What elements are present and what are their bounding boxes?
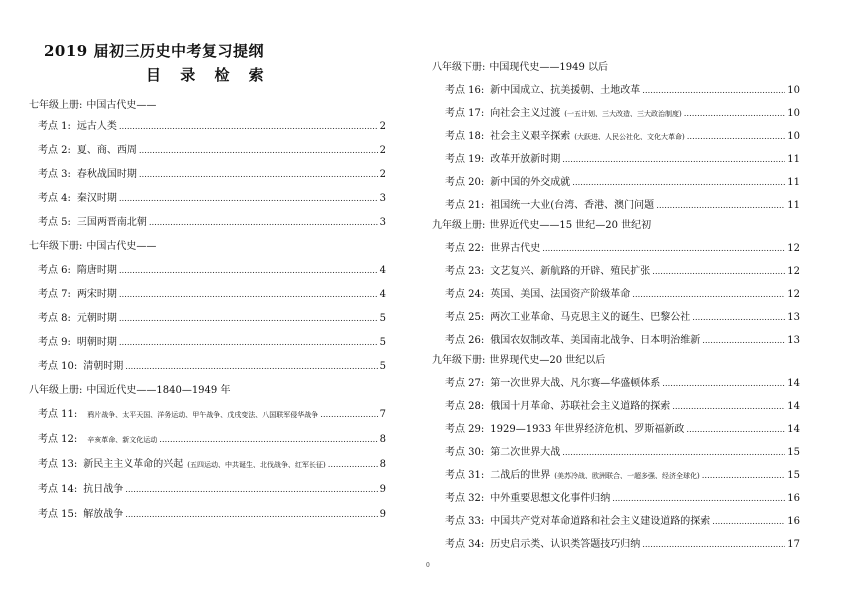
entry-topic: 俄国农奴制改革、美国南北战争、日本明治维新 — [490, 335, 701, 346]
entry-key: 考点 26: — [445, 335, 485, 346]
section-title: 中国近代史——1840—1949 年 — [86, 385, 231, 396]
dot-leader — [712, 516, 785, 527]
entry-page: 9 — [379, 484, 386, 495]
entry-page: 14 — [787, 401, 800, 412]
entry-page: 11 — [787, 177, 800, 188]
entry-key: 考点 23: — [445, 266, 485, 277]
toc-entry[interactable] — [445, 308, 800, 322]
entry-topic: 世界古代史 — [490, 243, 541, 254]
grade-label: 九年级下册: — [432, 355, 486, 366]
entry-topic: 元朝时期 — [76, 313, 117, 324]
grade-label: 七年级下册: — [29, 241, 83, 252]
entry-topic: 改革开放新时期 — [490, 154, 561, 165]
entry-key: 考点 27: — [445, 378, 485, 389]
entry-key: 考点 17: — [445, 108, 485, 119]
dot-leader — [119, 289, 378, 300]
entry-page: 10 — [787, 108, 800, 119]
entry-topic: 历史启示类、认识类答题技巧归纳 — [490, 539, 641, 550]
entry-topic: 清朝时期 — [83, 361, 124, 372]
entry-topic: 两次工业革命、马克思主义的诞生、巴黎公社 — [490, 312, 691, 323]
entry-topic: 新民主主义革命的兴起 — [83, 459, 184, 470]
toc-entry[interactable] — [38, 405, 386, 419]
toc-entry[interactable] — [445, 285, 800, 299]
entry-key: 考点 19: — [445, 154, 485, 165]
toc-entry[interactable] — [38, 430, 386, 444]
toc-entry[interactable] — [445, 374, 800, 388]
entry-note: 辛亥革命、新文化运动 — [87, 436, 158, 444]
entry-topic: 两宋时期 — [76, 289, 117, 300]
toc-entry[interactable] — [38, 357, 386, 371]
entry-key: 考点 6: — [38, 265, 71, 276]
section-heading — [29, 381, 230, 396]
entry-key: 考点 20: — [445, 177, 485, 188]
toc-entry[interactable] — [445, 512, 800, 526]
section-title: 中国古代史—— — [86, 100, 157, 111]
entry-page: 4 — [379, 289, 386, 300]
entry-page: 8 — [379, 434, 386, 445]
grade-label: 八年级上册: — [29, 385, 83, 396]
toc-entry[interactable] — [445, 443, 800, 457]
entry-key: 考点 12: — [38, 434, 78, 445]
entry-page: 2 — [379, 145, 386, 156]
entry-page: 9 — [379, 509, 386, 520]
dot-leader — [562, 447, 785, 458]
entry-topic: 三国两晋南北朝 — [76, 217, 147, 228]
entry-page: 5 — [379, 313, 386, 324]
toc-entry[interactable] — [445, 104, 800, 118]
dot-leader — [119, 313, 378, 324]
entry-key: 考点 18: — [445, 131, 485, 142]
dot-leader — [149, 217, 378, 228]
dot-leader — [328, 459, 378, 470]
entry-page: 4 — [379, 265, 386, 276]
entry-page: 10 — [787, 131, 800, 142]
toc-entry[interactable] — [38, 285, 386, 299]
grade-label: 七年级上册: — [29, 100, 83, 111]
entry-topic: 隋唐时期 — [76, 265, 117, 276]
entry-key: 考点 34: — [445, 539, 485, 550]
dot-leader — [662, 378, 785, 389]
entry-key: 考点 14: — [38, 484, 78, 495]
dot-leader — [572, 177, 785, 188]
entry-key: 考点 3: — [38, 169, 71, 180]
entry-page: 10 — [787, 85, 800, 96]
document-title: 2019 届初三历史中考复习提纲 — [44, 42, 264, 60]
entry-topic: 秦汉时期 — [76, 193, 117, 204]
section-title: 世界现代史—20 世纪以后 — [489, 355, 606, 366]
section-heading — [432, 58, 608, 73]
toc-entry[interactable] — [445, 489, 800, 503]
entry-topic: 向社会主义过渡 — [490, 108, 561, 119]
entry-page: 15 — [787, 470, 800, 481]
entry-page: 14 — [787, 424, 800, 435]
toc-entry[interactable] — [38, 165, 386, 179]
entry-page: 17 — [787, 539, 800, 550]
toc-entry[interactable] — [38, 309, 386, 323]
entry-page: 3 — [379, 193, 386, 204]
toc-entry[interactable] — [38, 141, 386, 155]
toc-entry[interactable] — [445, 196, 800, 210]
dot-leader — [139, 145, 378, 156]
page-number: 0 — [426, 562, 430, 569]
entry-topic: 社会主义艰辛探索 — [490, 131, 571, 142]
dot-leader — [672, 401, 785, 412]
toc-entry[interactable] — [445, 81, 800, 95]
entry-topic: 第一次世界大战、凡尔赛—华盛顿体系 — [490, 378, 661, 389]
entry-key: 考点 13: — [38, 459, 78, 470]
section-heading — [29, 96, 156, 111]
dot-leader — [320, 409, 377, 420]
dot-leader — [632, 289, 785, 300]
dot-leader — [119, 265, 378, 276]
entry-topic: 夏、商、西周 — [76, 145, 137, 156]
entry-topic: 文艺复兴、新航路的开辟、殖民扩张 — [490, 266, 651, 277]
entry-page: 16 — [787, 516, 800, 527]
dot-leader — [702, 470, 786, 481]
toc-entry[interactable] — [445, 239, 800, 253]
entry-page: 12 — [787, 266, 800, 277]
entry-note: (美苏冷战、欧洲联合、一超多强、经济全球化) — [554, 472, 700, 480]
dot-leader — [125, 361, 377, 372]
document-subtitle: 目 录 检 索 — [146, 66, 271, 84]
entry-note: (五四运动、中共诞生、北伐战争、红军长征) — [187, 461, 326, 469]
dot-leader — [692, 312, 785, 323]
entry-topic: 二战后的世界 — [490, 470, 551, 481]
dot-leader — [656, 200, 785, 211]
grade-label: 九年级上册: — [432, 220, 486, 231]
entry-key: 考点 24: — [445, 289, 485, 300]
entry-topic: 抗日战争 — [83, 484, 124, 495]
toc-entry[interactable] — [445, 331, 800, 345]
entry-page: 5 — [379, 361, 386, 372]
entry-note: 鸦片战争、太平天国、洋务运动、甲午战争、戊戌变法、八国联军侵华战争 — [87, 411, 319, 419]
toc-entry[interactable] — [38, 480, 386, 494]
toc-entry[interactable] — [38, 333, 386, 347]
entry-topic: 新中国的外交成就 — [490, 177, 571, 188]
section-title: 中国古代史—— — [86, 241, 157, 252]
dot-leader — [642, 539, 785, 550]
dot-leader — [562, 154, 785, 165]
toc-entry[interactable] — [445, 535, 800, 549]
entry-page: 14 — [787, 378, 800, 389]
dot-leader — [119, 337, 378, 348]
entry-page: 11 — [787, 154, 800, 165]
entry-page: 13 — [787, 312, 800, 323]
toc-entry[interactable] — [445, 466, 800, 480]
entry-page: 8 — [379, 459, 386, 470]
dot-leader — [139, 169, 378, 180]
dot-leader — [119, 121, 378, 132]
entry-key: 考点 2: — [38, 145, 71, 156]
grade-label: 八年级下册: — [432, 62, 486, 73]
entry-page: 13 — [787, 335, 800, 346]
toc-entry[interactable] — [445, 150, 800, 164]
toc-entry[interactable] — [445, 173, 800, 187]
toc-entry[interactable] — [38, 189, 386, 203]
toc-entry[interactable] — [38, 505, 386, 519]
dot-leader — [642, 85, 785, 96]
entry-key: 考点 8: — [38, 313, 71, 324]
entry-page: 11 — [787, 200, 800, 211]
entry-key: 考点 32: — [445, 493, 485, 504]
dot-leader — [542, 243, 785, 254]
entry-key: 考点 9: — [38, 337, 71, 348]
toc-entry[interactable] — [38, 117, 386, 131]
toc-entry[interactable] — [445, 262, 800, 276]
dot-leader — [125, 509, 377, 520]
entry-key: 考点 22: — [445, 243, 485, 254]
entry-key: 考点 16: — [445, 85, 485, 96]
entry-page: 2 — [379, 169, 386, 180]
entry-page: 3 — [379, 217, 386, 228]
entry-topic: 解放战争 — [83, 509, 124, 520]
dot-leader — [119, 193, 378, 204]
entry-topic: 祖国统一大业(台湾、香港、澳门问题 — [490, 200, 655, 211]
entry-key: 考点 5: — [38, 217, 71, 228]
section-title: 中国现代史——1949 以后 — [489, 62, 609, 73]
dot-leader — [652, 266, 785, 277]
dot-leader — [159, 434, 377, 445]
entry-topic: 中外重要思想文化事件归纳 — [490, 493, 611, 504]
entry-page: 12 — [787, 243, 800, 254]
entry-topic: 远古人类 — [76, 121, 117, 132]
entry-key: 考点 21: — [445, 200, 485, 211]
entry-page: 7 — [379, 409, 386, 420]
toc-entry[interactable] — [38, 213, 386, 227]
toc-entry[interactable] — [38, 455, 386, 469]
entry-page: 16 — [787, 493, 800, 504]
dot-leader — [612, 493, 785, 504]
entry-topic: 新中国成立、抗美援朝、土地改革 — [490, 85, 641, 96]
entry-topic: 中国共产党对革命道路和社会主义建设道路的探索 — [490, 516, 711, 527]
entry-key: 考点 1: — [38, 121, 71, 132]
entry-key: 考点 11: — [38, 409, 78, 420]
entry-page: 2 — [379, 121, 386, 132]
section-title: 世界近代史——15 世纪—20 世纪初 — [489, 220, 652, 231]
entry-topic: 第二次世界大战 — [490, 447, 561, 458]
dot-leader — [702, 335, 785, 346]
dot-leader — [687, 131, 786, 142]
entry-key: 考点 29: — [445, 424, 485, 435]
entry-key: 考点 15: — [38, 509, 78, 520]
entry-note: (一五计划、三大改造、三大政治制度) — [564, 110, 682, 118]
entry-key: 考点 30: — [445, 447, 485, 458]
dot-leader — [125, 484, 377, 495]
toc-entry[interactable] — [445, 127, 800, 141]
entry-key: 考点 10: — [38, 361, 78, 372]
toc-entry[interactable] — [445, 397, 800, 411]
entry-note: (大跃进、人民公社化、文化大革命) — [574, 133, 685, 141]
entry-key: 考点 7: — [38, 289, 71, 300]
toc-entry[interactable] — [445, 420, 800, 434]
entry-key: 考点 33: — [445, 516, 485, 527]
toc-entry[interactable] — [38, 261, 386, 275]
entry-page: 15 — [787, 447, 800, 458]
entry-topic: 1929—1933 年世界经济危机、罗斯福新政 — [490, 424, 685, 435]
dot-leader — [686, 424, 785, 435]
entry-topic: 春秋战国时期 — [76, 169, 137, 180]
entry-topic: 俄国十月革命、苏联社会主义道路的探索 — [490, 401, 671, 412]
entry-key: 考点 25: — [445, 312, 485, 323]
entry-page: 12 — [787, 289, 800, 300]
entry-key: 考点 28: — [445, 401, 485, 412]
entry-topic: 明朝时期 — [76, 337, 117, 348]
entry-page: 5 — [379, 337, 386, 348]
section-heading — [29, 237, 156, 252]
entry-topic: 英国、美国、法国资产阶级革命 — [490, 289, 631, 300]
section-heading — [432, 351, 605, 366]
section-heading — [432, 216, 651, 231]
dot-leader — [684, 108, 786, 119]
entry-key: 考点 31: — [445, 470, 485, 481]
entry-key: 考点 4: — [38, 193, 71, 204]
